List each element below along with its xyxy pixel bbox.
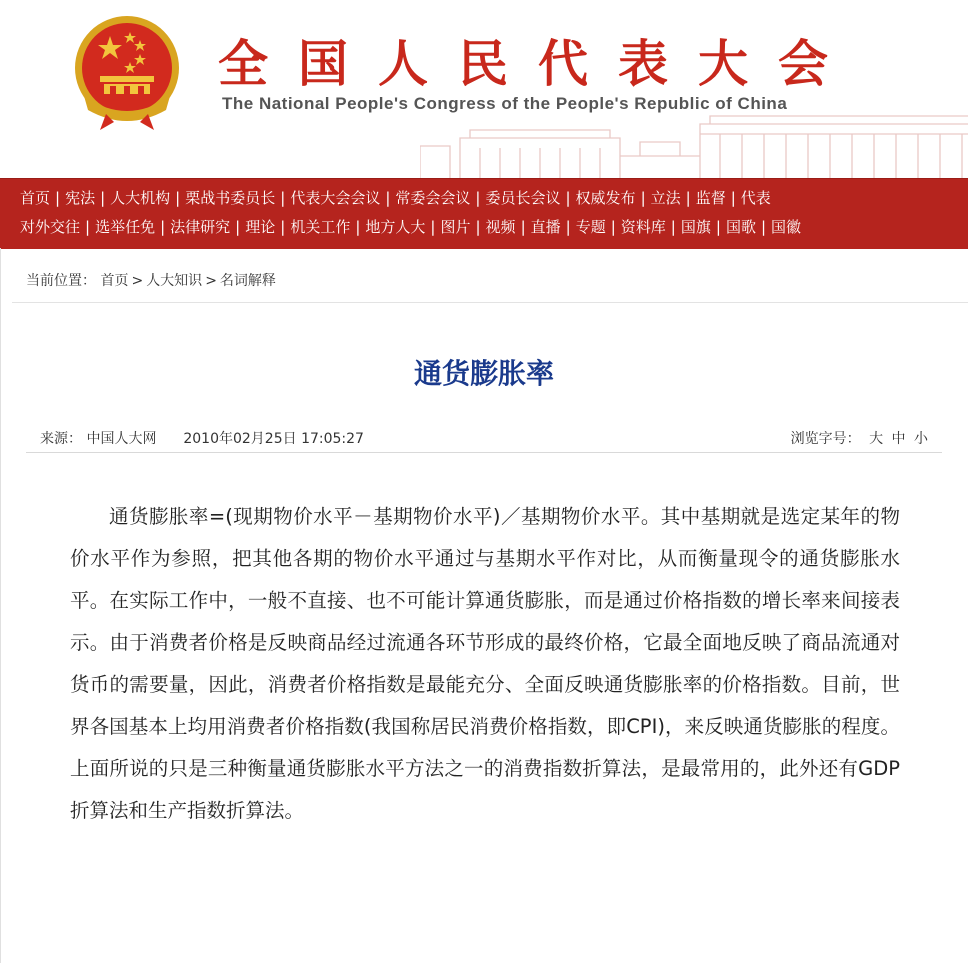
breadcrumb-glossary[interactable]: 名词解释	[219, 273, 276, 289]
font-size-switcher	[791, 428, 928, 448]
nav-separator: |	[430, 218, 436, 236]
nav-item[interactable]: 视频	[485, 218, 516, 236]
nav-separator: |	[715, 218, 721, 236]
nav-separator: |	[475, 189, 481, 207]
nav-item[interactable]: 选举任免	[95, 218, 156, 236]
nav-item[interactable]: 机关工作	[290, 218, 351, 236]
nav-item[interactable]: 国歌	[725, 218, 756, 236]
nav-item[interactable]: 地方人大	[365, 218, 426, 236]
nav-separator: |	[520, 218, 526, 236]
nav-item[interactable]: 对外交往	[20, 218, 81, 236]
article-body: 通货膨胀率=(现期物价水平－基期物价水平)／基期物价水平。其中基期就是选定某年的物价水平作为参照，把其他各期的物价水平通过与基期水平作对比，从而衡量现令的通货膨胀水平。在实际工作中，一般不直接、也不可能计算通货膨胀，而是通过价格指数的增长率来间接表示。由于消费者价格是反映商品经过流通各环节形成的最终价格，它最全面地反映了商品流通对货币的需要量，因此，消费者价格指数是最能充分、全面反映通货膨胀率的价格指数。目前，世界各国基本上均用消费者价格指数(我国称居民消费价格指数，即CPI)，来反映通货膨胀的程度。上面所说的只是三种衡量通货膨胀水平方法之一的消费指数折算法，是最常用的，此外还有GDP折算法和生产指数折算法。	[70, 505, 900, 822]
font-size-medium[interactable]: 中	[891, 431, 906, 447]
main-nav	[0, 178, 968, 249]
site-header	[0, 0, 968, 178]
nav-item[interactable]: 监督	[695, 189, 726, 207]
publish-datetime: 2010年02月25日 17:05:27	[183, 431, 364, 447]
breadcrumb-home[interactable]: 首页	[100, 273, 129, 289]
breadcrumb-separator: >	[131, 273, 144, 289]
great-hall-illustration	[420, 112, 968, 178]
nav-separator: |	[685, 189, 691, 207]
nav-separator: |	[760, 218, 767, 236]
nav-item[interactable]: 代表大会会议	[290, 189, 381, 207]
nav-separator: |	[670, 218, 676, 236]
breadcrumb-npc-knowledge[interactable]: 人大知识	[146, 273, 203, 289]
article-source	[40, 428, 364, 448]
site-title-english: The National People's Congress of the People's Republic of China	[222, 94, 788, 113]
breadcrumb-separator: >	[205, 273, 217, 289]
nav-separator: |	[565, 218, 571, 236]
nav-item[interactable]: 委员长会议	[485, 189, 561, 207]
nav-item[interactable]: 栗战书委员长	[185, 189, 276, 207]
article-title: 通货膨胀率	[413, 357, 554, 390]
breadcrumb	[26, 270, 276, 290]
nav-item[interactable]: 法律研究	[170, 218, 231, 236]
nav-item[interactable]: 图片	[440, 218, 471, 236]
site-title-chinese: 全国人民代表大会	[218, 35, 858, 93]
nav-separator: |	[85, 218, 91, 236]
nav-item[interactable]: 首页	[20, 189, 51, 207]
nav-separator: |	[730, 189, 736, 207]
nav-item[interactable]: 宪法	[65, 189, 96, 207]
nav-separator: |	[355, 218, 361, 236]
nav-item[interactable]: 代表	[740, 189, 771, 207]
nav-item[interactable]: 专题	[575, 218, 606, 236]
national-emblem-icon	[70, 14, 184, 132]
nav-item[interactable]: 权威发布	[575, 189, 636, 207]
font-size-large[interactable]: 大	[869, 431, 884, 447]
breadcrumb-bar	[12, 258, 968, 303]
nav-separator: |	[640, 189, 646, 207]
nav-separator: |	[280, 218, 286, 236]
nav-item[interactable]: 常委会会议	[395, 189, 471, 207]
nav-row-1	[20, 185, 771, 211]
source-label: 来源：	[40, 431, 82, 447]
nav-separator: |	[280, 189, 286, 207]
nav-separator: |	[175, 189, 181, 207]
breadcrumb-label: 当前位置：	[26, 273, 96, 289]
nav-item[interactable]: 立法	[650, 189, 681, 207]
source-name: 中国人大网	[86, 431, 157, 447]
font-size-label: 浏览字号：	[790, 431, 861, 447]
article-meta	[26, 424, 942, 453]
nav-separator: |	[475, 218, 481, 236]
nav-item[interactable]: 人大机构	[110, 189, 171, 207]
nav-item[interactable]: 直播	[530, 218, 561, 236]
nav-separator: |	[160, 218, 166, 236]
font-size-small[interactable]: 小	[914, 431, 928, 447]
nav-separator: |	[385, 189, 391, 207]
nav-item[interactable]: 国旗	[680, 218, 711, 236]
nav-separator: |	[565, 189, 571, 207]
nav-item[interactable]: 国徽	[771, 218, 802, 236]
nav-item[interactable]: 理论	[245, 218, 276, 236]
nav-separator: |	[610, 218, 616, 236]
nav-separator: |	[235, 218, 241, 236]
nav-item[interactable]: 资料库	[620, 218, 666, 236]
nav-row-2	[20, 214, 801, 240]
nav-separator: |	[100, 189, 106, 207]
nav-separator: |	[55, 189, 61, 207]
